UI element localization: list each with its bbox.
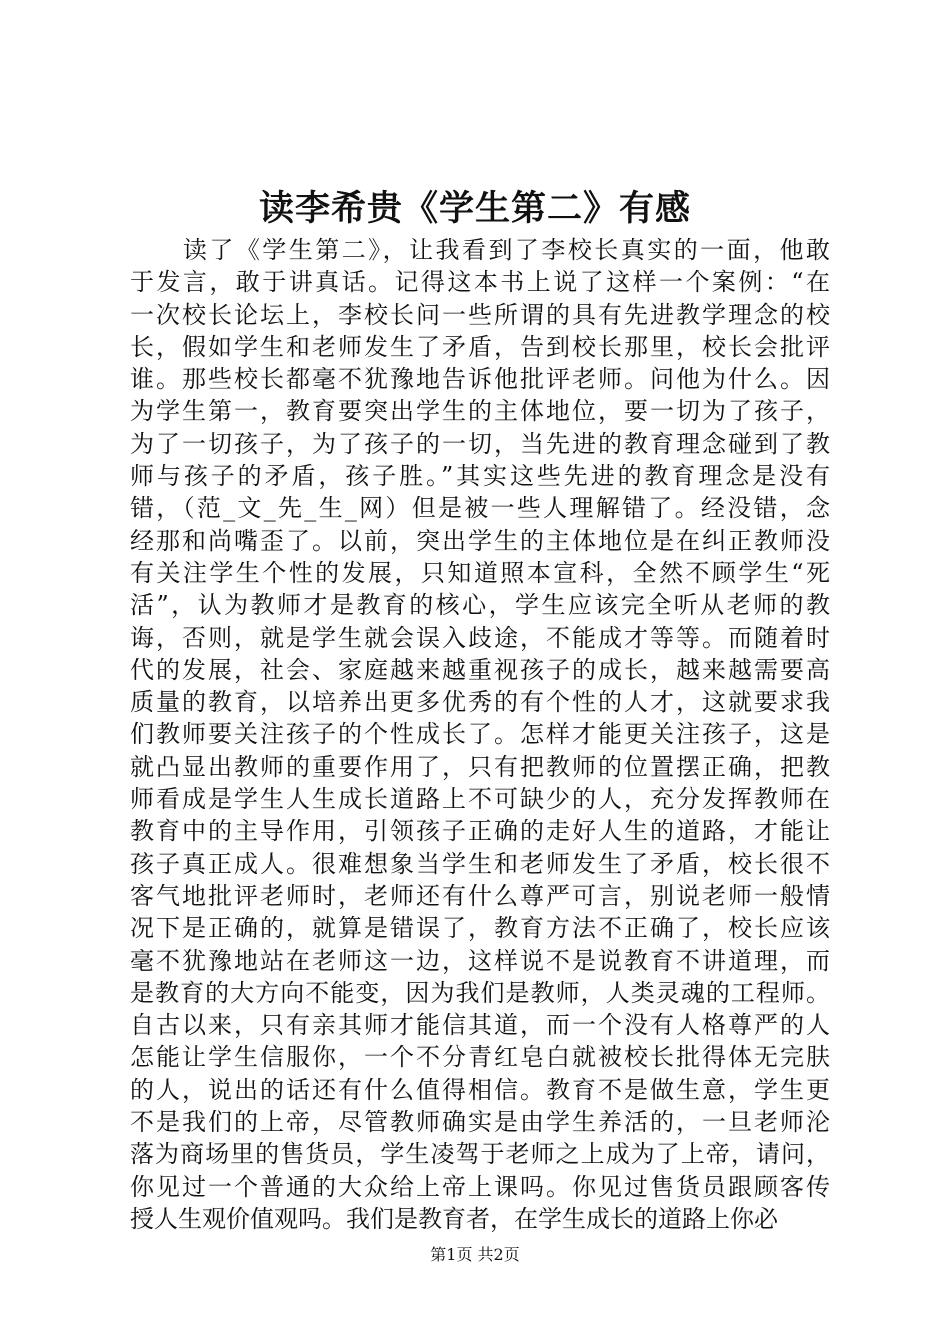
body-line: 们教师要关注孩子的个性成长了。怎样才能更关注孩子，这是 [130,720,830,749]
body-line: 落为商场里的售货员，学生凌驾于老师之上成为了上帝，请问， [130,1140,830,1169]
body-line: 活”，认为教师才是教育的核心，学生应该完全听从老师的教 [130,591,830,620]
body-line: 自古以来，只有亲其师才能信其道，而一个没有人格尊严的人 [130,1011,830,1040]
page-title: 读李希贵《学生第二》有感 [258,188,691,229]
body-line: 质量的教育，以培养出更多优秀的有个性的人才，这就要求我 [130,688,830,717]
body-line: 为学生第一，教育要突出学生的主体地位，要一切为了孩子， [130,397,830,426]
body-line: 谁。那些校长都毫不犹豫地告诉他批评老师。问他为什么。因 [130,365,830,394]
body-line: 长，假如学生和老师发生了矛盾，告到校长那里，校长会批评 [130,332,830,361]
body-line: 的人，说出的话还有什么值得相信。教育不是做生意，学生更 [130,1075,830,1104]
body-line: 一次校长论坛上，李校长问一些所谓的具有先进教学理念的校 [130,300,830,329]
body-line: 诲，否则，就是学生就会误入歧途，不能成才等等。而随着时 [130,623,830,652]
body-line: 错，（范_文_先_生_网）但是被一些人理解错了。经没错，念 [130,494,830,523]
body-line: 毫不犹豫地站在老师这一边，这样说不是说教育不讲道理，而 [130,946,830,975]
body-line: 经那和尚嘴歪了。以前，突出学生的主体地位是在纠正教师没 [130,526,830,555]
body-text [130,234,830,1235]
body-line: 师看成是学生人生成长道路上不可缺少的人，充分发挥教师在 [130,785,830,814]
body-line: 教育中的主导作用，引领孩子正确的走好人生的道路，才能让 [130,817,830,846]
body-line: 况下是正确的，就算是错误了，教育方法不正确了，校长应该 [130,914,830,943]
body-line: 读了《学生第二》，让我看到了李校长真实的一面，他敢 [130,236,830,264]
body-line: 授人生观价值观吗。我们是教育者，在学生成长的道路上你必 [130,1204,778,1233]
body-line: 于发言，敢于讲真话。记得这本书上说了这样一个案例：“在 [130,268,830,297]
body-line: 孩子真正成人。很难想象当学生和老师发生了矛盾，校长很不 [130,849,830,878]
body-line: 有关注学生个性的发展，只知道照本宣科，全然不顾学生“死 [130,558,830,587]
body-line: 你见过一个普通的大众给上帝上课吗。你见过售货员跟顾客传 [130,1172,830,1201]
page-footer: 第1页 共2页 [430,1245,520,1264]
body-line: 师与孩子的矛盾，孩子胜。”其实这些先进的教育理念是没有 [130,462,830,491]
body-line: 为了一切孩子，为了孩子的一切，当先进的教育理念碰到了教 [130,429,830,458]
body-line: 就凸显出教师的重要作用了，只有把教师的位置摆正确，把教 [130,752,830,781]
body-line: 客气地批评老师时，老师还有什么尊严可言，别说老师一般情 [130,881,830,910]
body-line: 代的发展，社会、家庭越来越重视孩子的成长，越来越需要高 [130,655,830,684]
body-line: 怎能让学生信服你，一个不分青红皂白就被校长批得体无完肤 [130,1043,830,1072]
body-line: 不是我们的上帝，尽管教师确实是由学生养活的，一旦老师沦 [130,1108,830,1137]
body-line: 是教育的大方向不能变，因为我们是教师，人类灵魂的工程师。 [130,978,830,1007]
